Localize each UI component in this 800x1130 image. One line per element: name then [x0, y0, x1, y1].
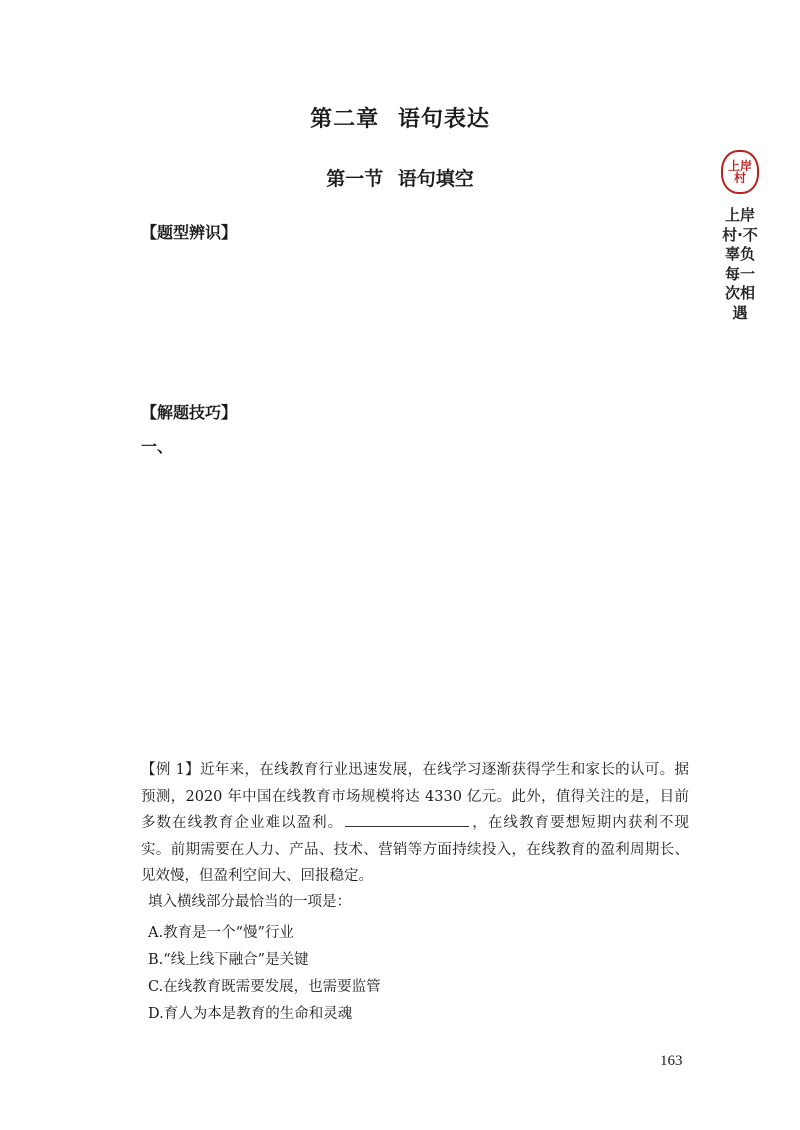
heading-type-identification: 【题型辨识】	[141, 223, 238, 242]
fill-in-blank	[345, 812, 469, 827]
example-paragraph	[141, 757, 689, 890]
heading-item-one: 一、	[141, 437, 174, 456]
example-text-after-blank: ，在线教育要想短期内获利不现实。前期需要在人力、产品、技术、营销等方面持续投入，在线教育的盈利周期长、见效慢，但盈利空间大、回报稳定。	[141, 815, 690, 884]
option-a: A.教育是一个“慢”行业	[148, 925, 294, 941]
section-title: 第一节 语句填空	[326, 168, 474, 190]
heading-solving-skills: 【解题技巧】	[141, 403, 238, 422]
example-label: 【例 1】	[141, 762, 200, 778]
example-text-before-blank: 近年来，在线教育行业迅速发展，在线学习逐渐获得学生和家长的认可。据预测，2020 年中国在线教育市场规模将达 4330 亿元。此外，值得关注的是，目前多数在线教育企业难以盈利。	[141, 762, 689, 831]
seal-text: 上岸村	[728, 159, 753, 185]
answer-options	[148, 920, 381, 1028]
side-slogan: 上岸村·不辜负每一次相遇	[722, 206, 758, 322]
chapter-title: 第二章 语句表达	[310, 107, 490, 132]
example-question: 填入横线部分最恰当的一项是：	[148, 894, 351, 910]
option-b: B.“线上线下融合”是关键	[148, 952, 309, 968]
seal-logo-icon	[721, 150, 759, 194]
option-d: D.育人为本是教育的生命和灵魂	[148, 1006, 353, 1022]
side-watermark	[720, 150, 760, 323]
option-c: C.在线教育既需要发展，也需要监管	[148, 979, 381, 995]
page-number: 163	[660, 1053, 683, 1069]
